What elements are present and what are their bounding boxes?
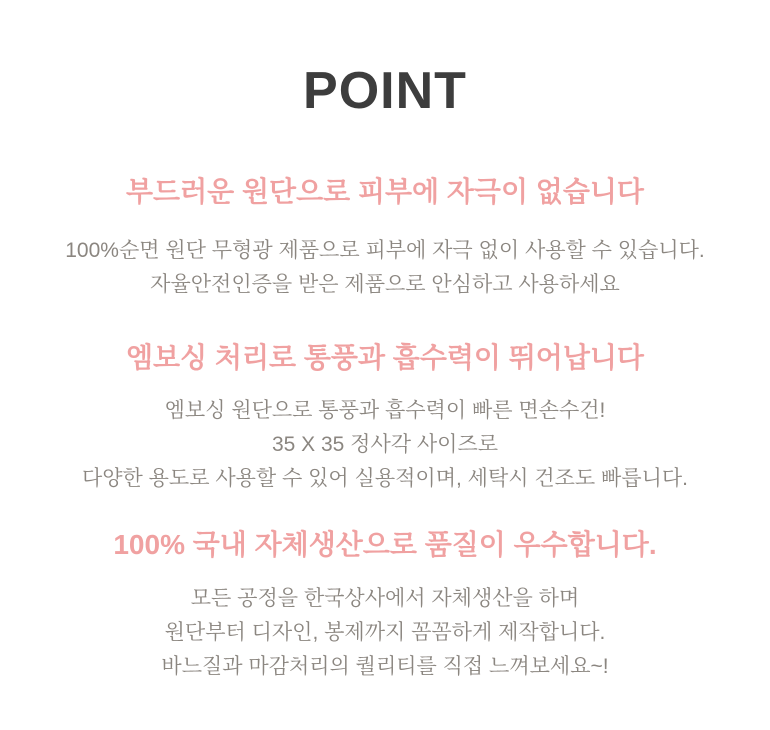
section-heading: 100% 국내 자체생산으로 품질이 우수합니다. xyxy=(113,529,657,560)
body-line: 35 X 35 정사각 사이즈로 xyxy=(271,433,499,456)
section-heading: 엠보싱 처리로 통풍과 흡수력이 뛰어납니다 xyxy=(126,342,644,373)
body-line: 100%순면 원단 무형광 제품으로 피부에 자극 없이 사용할 수 있습니다. xyxy=(65,239,705,262)
point-section-soft-fabric xyxy=(0,177,770,302)
point-section-domestic-production xyxy=(0,530,770,684)
body-line: 바느질과 마감처리의 퀄리티를 직접 느껴보세요~! xyxy=(161,655,609,678)
body-line: 다양한 용도로 사용할 수 있어 실용적이며, 세탁시 건조도 빠릅니다. xyxy=(81,467,689,490)
body-line: 자율안전인증을 받은 제품으로 안심하고 사용하세요 xyxy=(150,273,620,296)
section-body xyxy=(0,394,770,496)
body-line: 엠보싱 원단으로 통풍과 흡수력이 빠른 면손수건! xyxy=(164,399,606,422)
section-body xyxy=(0,582,770,684)
page-title: POINT xyxy=(303,62,467,120)
point-section-embossing xyxy=(0,343,770,496)
body-line: 원단부터 디자인, 봉제까지 꼼꼼하게 제작합니다. xyxy=(164,621,606,644)
section-body xyxy=(0,234,770,302)
section-heading: 부드러운 원단으로 피부에 자극이 없습니다 xyxy=(126,176,644,207)
body-line: 모든 공정을 한국상사에서 자체생산을 하며 xyxy=(190,587,580,610)
